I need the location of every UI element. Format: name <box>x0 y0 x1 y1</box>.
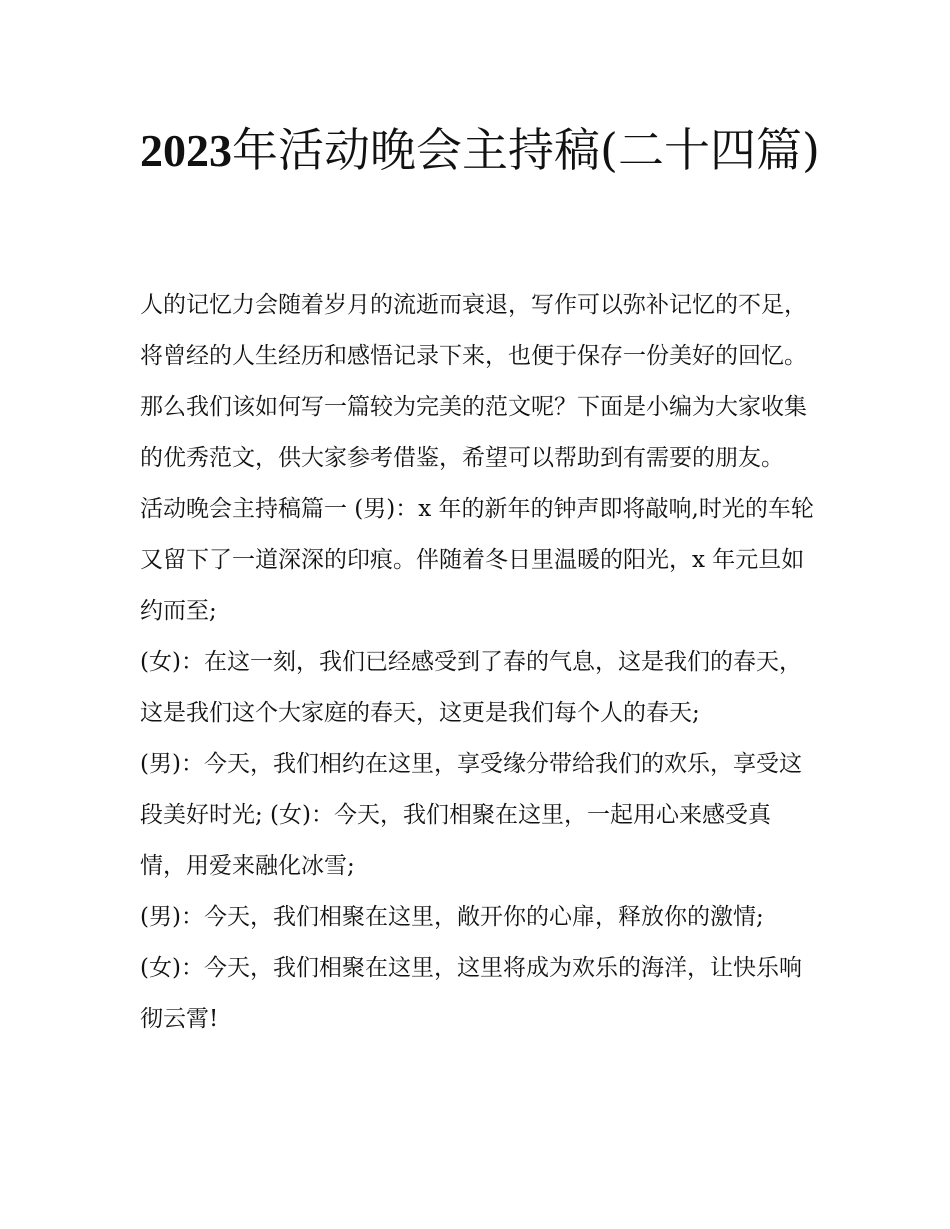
title-year: 2023 <box>140 125 232 176</box>
script-paragraph-3: (男)：今天，我们相约在这里，享受缘分带给我们的欢乐，享受这段美好时光; (女)：今天，我们相聚在这里，一起用心来感受真情，用爱来融化冰雪; <box>140 751 802 879</box>
document-title <box>140 114 820 187</box>
script-paragraph-2: (女)：在这一刻，我们已经感受到了春的气息，这是我们的春天，这是我们这个大家庭的春天，这更是我们每个人的春天; <box>140 649 802 726</box>
intro-paragraph: 人的记忆力会随着岁月的流逝而衰退，写作可以弥补记忆的不足，将曾经的人生经历和感悟记录下来，也便于保存一份美好的回忆。那么我们该如何写一篇较为完美的范文呢？下面是小编为大家收集的优秀范文，供大家参考借鉴，希望可以帮助到有需要的朋友。 <box>140 292 807 471</box>
script-paragraph-4: (男)：今天，我们相聚在这里，敞开你的心扉，释放你的激情; (女)：今天，我们相聚在这里，这里将成为欢乐的海洋，让快乐响彻云霄! <box>140 904 802 1032</box>
title-text: 年活动晚会主持稿(二十四篇) <box>232 123 820 177</box>
document-body <box>140 280 815 1045</box>
script-paragraph-1: 活动晚会主持稿篇一 (男)：x 年的新年的钟声即将敲响,时光的车轮又留下了一道深深的印痕。伴随着冬日里温暖的阳光，x 年元旦如约而至; <box>140 496 814 624</box>
